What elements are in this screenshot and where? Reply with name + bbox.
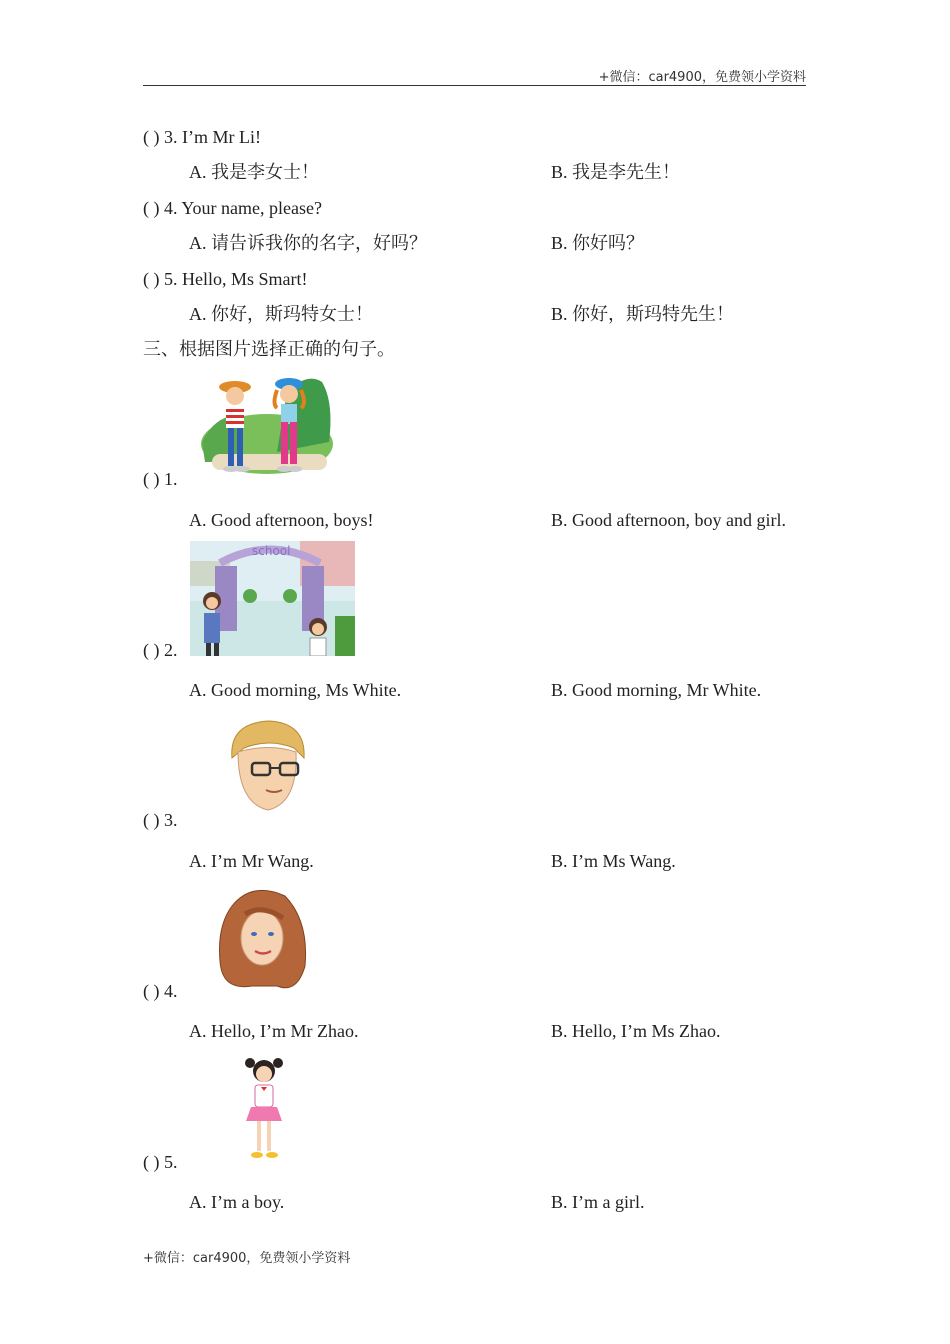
item-2-number: ( ) 2. — [143, 640, 178, 660]
item-4-option-b: B. Hello, I’m Ms Zhao. — [551, 1021, 721, 1041]
question-3-option-b: B. 我是李先生！ — [551, 162, 681, 182]
man-with-glasses-picture — [224, 718, 310, 818]
girl-in-pink-skirt-picture — [242, 1055, 286, 1167]
item-3-option-a: A. I’m Mr Wang. — [189, 851, 314, 871]
item-2-option-b: B. Good morning, Mr White. — [551, 680, 762, 700]
item-1-option-a: A. Good afternoon, boys! — [189, 510, 374, 530]
question-4-stem: ( ) 4. Your name, please? — [143, 198, 322, 218]
school-gate-picture — [190, 541, 355, 656]
boy-and-girl-picture — [197, 372, 334, 482]
item-3-number: ( ) 3. — [143, 810, 178, 830]
question-4-option-a: A. 请告诉我你的名字，好吗？ — [189, 233, 427, 253]
question-4-option-b: B. 你好吗？ — [551, 233, 645, 253]
question-3-option-a: A. 我是李女士！ — [189, 162, 319, 182]
item-1-number: ( ) 1. — [143, 469, 178, 489]
question-5-option-a: A. 你好，斯玛特女士！ — [189, 304, 373, 324]
page-header: +微信：car4900，免费领小学资料 — [598, 70, 806, 85]
header-rule — [143, 85, 806, 86]
item-2-option-a: A. Good morning, Ms White. — [189, 680, 402, 700]
section-3-title: 三、根据图片选择正确的句子。 — [143, 339, 395, 360]
question-5-stem: ( ) 5. Hello, Ms Smart! — [143, 269, 308, 289]
page-footer: +微信：car4900，免费领小学资料 — [143, 1251, 351, 1266]
item-3-option-b: B. I’m Ms Wang. — [551, 851, 676, 871]
item-5-option-b: B. I’m a girl. — [551, 1192, 645, 1212]
school-sign-text: school — [252, 544, 291, 558]
item-1-option-b: B. Good afternoon, boy and girl. — [551, 510, 786, 530]
woman-with-long-hair-picture — [217, 886, 311, 996]
question-5-option-b: B. 你好，斯玛特先生！ — [551, 304, 735, 324]
item-4-number: ( ) 4. — [143, 981, 178, 1001]
item-4-option-a: A. Hello, I’m Mr Zhao. — [189, 1021, 359, 1041]
item-5-number: ( ) 5. — [143, 1152, 178, 1172]
item-5-option-a: A. I’m a boy. — [189, 1192, 285, 1212]
question-3-stem: ( ) 3. I’m Mr Li! — [143, 127, 261, 147]
